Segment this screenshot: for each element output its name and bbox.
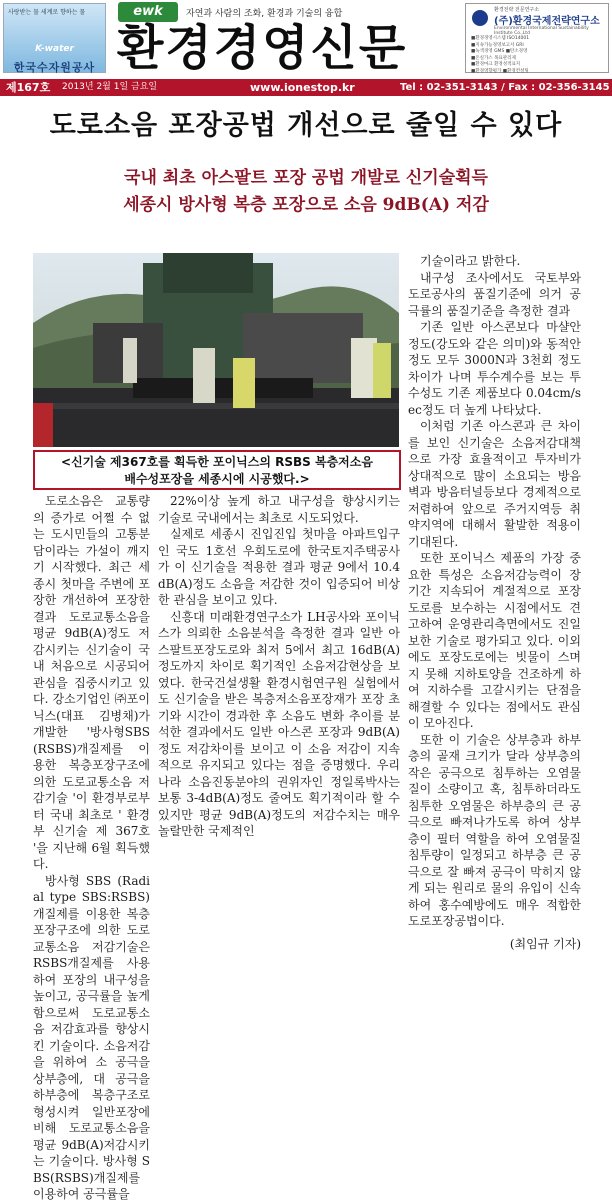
issue-bar [0, 79, 612, 96]
service-line: ■온실가스 목표관리제 [471, 55, 516, 61]
newspaper-title: 환경경영신문 [117, 20, 408, 76]
photo-caption [33, 450, 401, 490]
kwater-ad [3, 3, 106, 73]
paving-machine-photo [33, 253, 399, 447]
institute-services [471, 36, 603, 75]
institute-ad [465, 3, 609, 73]
service-line: ■환경마크 환경성적표지 [471, 62, 521, 67]
article-subheadline-2: 세종시 방사형 복층 포장으로 소음 9dB(A) 저감 [123, 195, 489, 215]
article-paragraph: 기존 일반 아스콘보다 마샬안정도(강도와 같은 의미)와 동적안정도 모두 3000N과 3천회 정도 차이가 나며 투수계수를 보는 투수성도 기존 제품보다 0.04cm/sec정도 더 높게 나타났다. [408, 320, 581, 417]
article-paragraph: 도로소음은 교통량의 증가로 어쩔 수 없는 도시민들의 고통분담이라는 가설이 깨지기 시작했다. 최근 세종시 첫마을 주변에 포장한 개선하여 포장한 결과 도로교통소음을 평균 9dB(A)정도 저감시키는 신기술이 국내 처음으로 시공되어 관심을 집중시키고 있다. 강소기업인 ㈜포이닉스(대표 김병채)가 개발한 '방사형SBS (RSBS)개질제를 이용한 복층포장구조에 의한 도로교통소음 저감기술 '이 환경부로부터 국내 최초로 ' 환경부 신기술 제 367호 '을 지난해 6월 획득했다. [33, 494, 150, 871]
masthead-tagline: 자연과 사람의 조화, 환경과 기술의 융합 [186, 9, 343, 19]
institute-ad-topline: 환경전략 전문연구소 [494, 7, 540, 13]
article-column-1 [33, 493, 150, 1201]
article-paragraph: 이처럼 기존 아스콘과 큰 차이를 보인 신기술은 소음저감대책으로 가장 효율적이고 투자비가 상대적으로 많이 소요되는 방음벽과 방음터널등보다 경제적으로 저렴하여 앞으로 주거지역등 취약지역에 대해서 활발한 적용이 기대된다. [408, 419, 581, 549]
newspaper-logo: ewk [118, 2, 178, 22]
kwater-brand: K-water [35, 44, 74, 54]
service-line: ■환경경영시스템 ISO14001 [471, 36, 530, 41]
service-line: ■환경영향평가 ■환경컨설팅 [471, 68, 529, 74]
article-paragraph: 22%이상 높게 하고 내구성을 향상시키는 기술로 국내에서는 최초로 시도되었다. [158, 494, 400, 525]
article-column-3 [408, 253, 581, 1005]
website-link[interactable]: www.ionestop.kr [250, 81, 355, 94]
article-byline: (최임규 기자) [509, 936, 581, 951]
institute-logo-icon [472, 10, 488, 26]
article-paragraph: 실제로 세종시 진입진입 첫마을 아파트입구인 국도 1호선 우회도로에 한국토지주택공사가 이 신기술을 적용한 결과 평균 9에서 10.4dB(A)정도 소음을 저감한 것이 입증되어 비상한 관심을 보이고 있다. [158, 527, 400, 607]
contact-info: Tel : 02-351-3143 / Fax : 02-356-3145 [400, 82, 610, 93]
article-paragraph: 또한 포이닉스 제품의 가장 중요한 특성은 소음저감능력이 장기간 지속되어 계절적으로 포장도로를 보수하는 시점에서도 견고하여 운영관리측면에서도 진일보한 기술로 평가되고 있다. 이외에도 포장도로에는 빗물이 스며지 못해 지하토양을 건조하게 하여 지하수를 고갈시키는 단점을 해결할 수 있다는 점에서도 관심이 모아진다. [408, 551, 581, 730]
institute-english-name: Environmental International Sustainability Institute Co.,Ltd [494, 26, 589, 36]
article-paragraph: 또한 이 기술은 상부층과 하부층의 골재 크기가 달라 상부층의 작은 공극으로 침투하는 오염물질이 소량이고 혹, 침투하더라도 침투한 오염물은 하부층의 큰 공극으로 빠져나가도록 하여 상부층이 필터 역할을 하여 오염물질 침투량이 일정되고 하부층 큰 공극으로 잘 빠져 공극이 막히지 않게 되는 원리로 물의 유입이 신속하여 홍수예방에도 매우 적합한 도로포장공법이다. [408, 732, 581, 928]
caption-line-2: 배수성포장을 세종시에 시공했다.> [124, 472, 310, 486]
article-headline: 도로소음 포장공법 개선으로 줄일 수 있다 [49, 110, 563, 141]
service-line: ■지속가능경영보고서 GRI [471, 42, 524, 48]
issue-number: 제167호 [6, 81, 51, 94]
article-paragraph: 신흥대 미래환경연구소가 LH공사와 포이닉스가 의뢰한 소음분석을 측정한 결과 일반 아스팔트포장도로와 최저 5에서 최고 16dB(A)정도까지 차이로 획기적인 소음저감현상을 보였다. 한국건설생활 환경시험연구원 실험에서도 신기술을 받은 복층저소음포장재가 포장 초기와 시간이 경과한 후 소음도 변화 추이를 분석한 결과에서도 일반 아스콘 포장과 9dB(A)정도 저감차이를 보이고 이 소음 저감이 지속적으로 유지되고 있다는 점을 증명했다. 우리나라 소음진동분야의 권위자인 정일록박사는 보통 3-4dB(A)정도 줄여도 획기적이라 할 수 있지만 평균 9dB(A)정도의 저감수치는 매우 놀랄만한 국제적인 [158, 609, 400, 838]
article-paragraph: 기술이라고 밝한다. [420, 254, 521, 268]
caption-line-1: <신기술 제367호를 획득한 포이닉스의 RSBS 복층저소음 [61, 455, 373, 469]
article-column-2 [158, 493, 400, 1005]
kwater-name: 한국수자원공사 [13, 61, 96, 74]
article-paragraph: 방사형 SBS (Radial type SBS:RSBS)개질제를 이용한 복층 포장구조에 의한 도로교통소음 저감기술은 RSBS개질제를 사용하여 포장의 내구성을 높이고, 공극률을 높게 함으로써 도로교통소음 저감효과를 향상시킨 기술이다. 소음저감을 위하여 소 공극을 상부층에, 대 공극을 하부층에 복층구조로 형성시켜 일반포장에 비해 도로교통소음을 평균 9dB(A)저감시키는 기술이다. 방사형 SBS(RSBS)개질제를 이용하여 공극률을 [33, 873, 150, 1201]
kwater-slogan: 사랑받는 물 세계로 향하는 물 [8, 9, 86, 16]
issue-date: 2013년 2월 1일 금요일 [62, 82, 158, 92]
article-paragraph: 내구성 조사에서도 국토부와 도로공사의 품질기준에 의거 공극률의 품질기준을 측정한 결과 [408, 270, 581, 318]
service-line: ■녹색경영 GMS ■탄소경영 [471, 49, 528, 54]
article-subheadline-1: 국내 최초 아스팔트 포장 공법 개발로 신기술획득 [124, 168, 488, 188]
institute-name: (주)환경국제전략연구소 [494, 16, 600, 27]
